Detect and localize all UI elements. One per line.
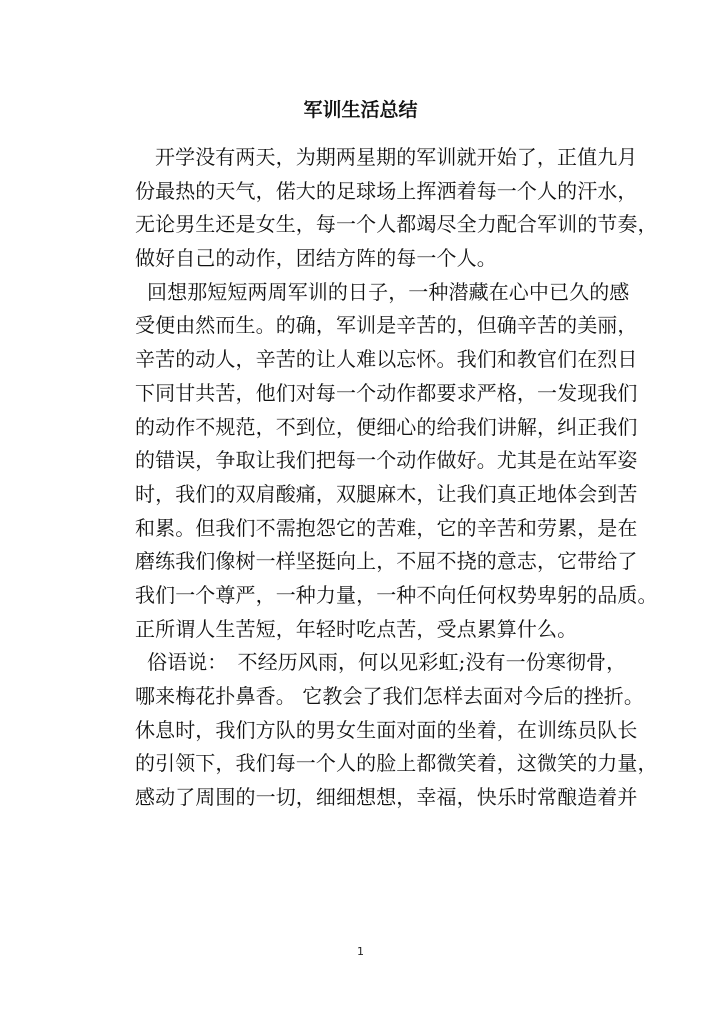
paragraph-line: 无论男生还是女生，每一个人都竭尽全力配合军训的节奏， — [135, 212, 658, 237]
document-title: 军训生活总结 — [303, 99, 418, 121]
paragraph-line: 的动作不规范，不到位，便细心的给我们讲解，纠正我们 — [135, 414, 638, 439]
paragraph-line: 回想那短短两周军训的日子，一种潜藏在心中已久的感 — [147, 279, 630, 304]
paragraph-line: 受便由然而生。的确，军训是辛苦的，但确辛苦的美丽， — [135, 313, 638, 338]
paragraph-line: 的引领下，我们每一个人的脸上都微笑着，这微笑的力量， — [135, 751, 658, 776]
paragraph-line: 哪来梅花扑鼻香。 它教会了我们怎样去面对今后的挫折。 — [135, 684, 644, 708]
document-body — [135, 141, 658, 815]
paragraph-line: 俗语说： 不经历风雨，何以见彩虹;没有一份寒彻骨， — [147, 650, 627, 675]
page-number: 1 — [357, 945, 364, 958]
paragraph-line: 份最热的天气，偌大的足球场上挥洒着每一个人的汗水， — [135, 178, 638, 203]
paragraph-line: 时，我们的双肩酸痛，双腿麻木，让我们真正地体会到苦 — [135, 481, 638, 506]
paragraph-line: 和累。但我们不需抱怨它的苦难，它的辛苦和劳累，是在 — [135, 515, 638, 540]
paragraph-line: 感动了周围的一切，细细想想，幸福，快乐时常酿造着并 — [135, 785, 638, 810]
paragraph-line: 开学没有两天，为期两星期的军训就开始了，正值九月 — [155, 145, 638, 169]
paragraph-line: 休息时，我们方队的男女生面对面的坐着，在训练员队长 — [135, 717, 638, 742]
paragraph-line: 磨练我们像树一样坚挺向上，不屈不挠的意志，它带给了 — [135, 549, 638, 574]
paragraph-line: 正所谓人生苦短，年轻时吃点苦，受点累算什么。 — [135, 616, 578, 641]
paragraph-line: 我们一个尊严，一种力量，一种不向任何权势卑躬的品质。 — [135, 582, 658, 607]
paragraph-line: 下同甘共苦，他们对每一个动作都要求严格，一发现我们 — [135, 380, 638, 405]
paragraph-line: 辛苦的动人，辛苦的让人难以忘怀。我们和教官们在烈日 — [135, 347, 638, 372]
paragraph-line: 做好自己的动作，团结方阵的每一个人。 — [135, 246, 497, 271]
paragraph-line: 的错误，争取让我们把每一个动作做好。尤其是在站军姿 — [135, 448, 638, 473]
